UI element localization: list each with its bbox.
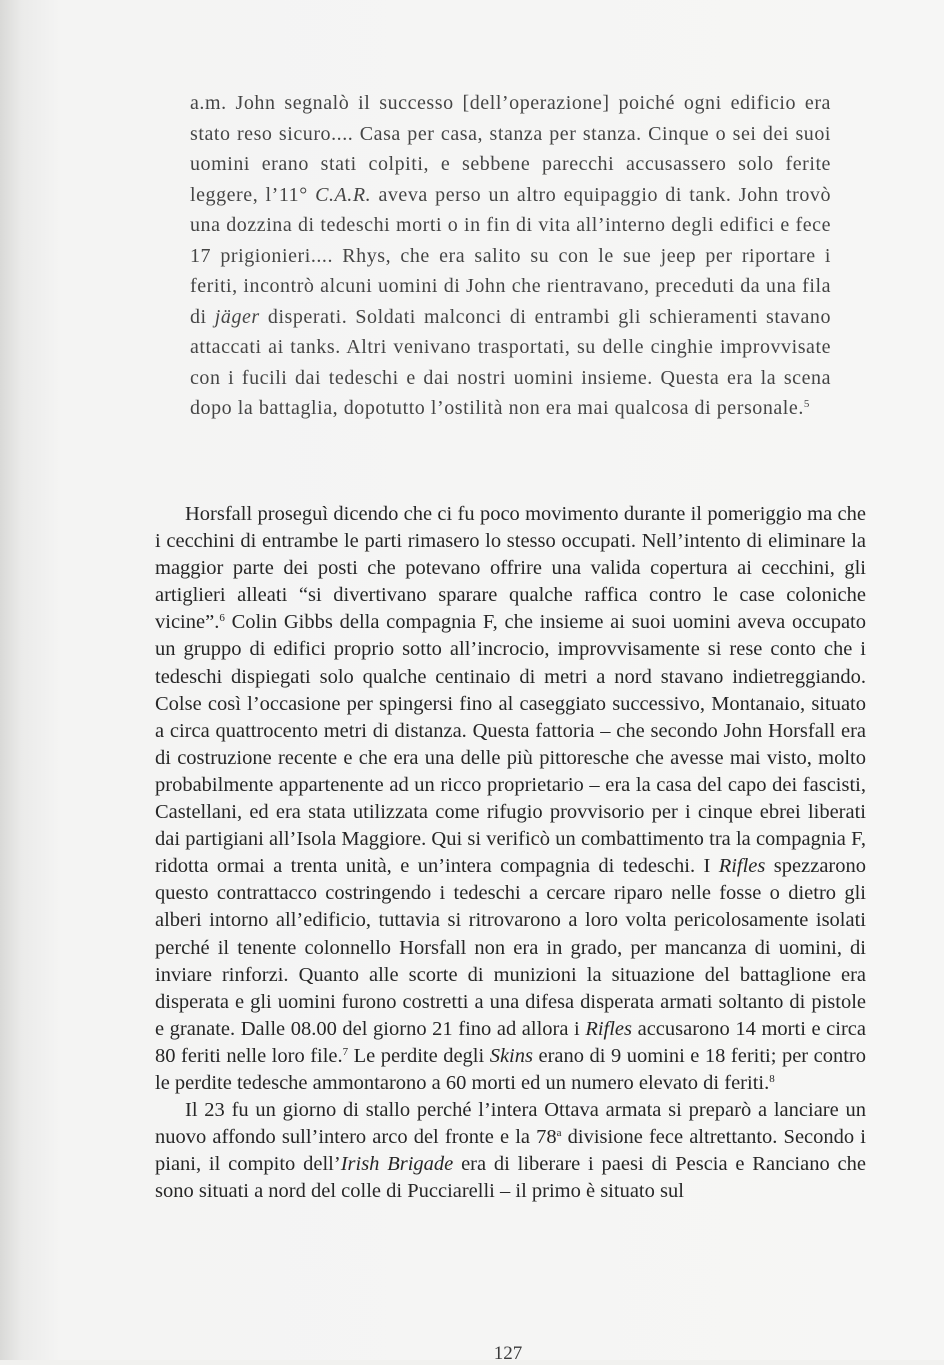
text-run: divisione fece altrettanto. Secondo i piani, il compito dell’ bbox=[155, 1126, 866, 1176]
quote-paragraph bbox=[190, 88, 831, 424]
text-run: era di liberare i paesi di Pescia e Ranciano che sono situati a nord del colle di Pucciarelli – il primo è situato sul bbox=[155, 1153, 866, 1203]
text-run: spezzarono questo contrattacco costringendo i tedeschi a cercare riparo nelle fosse o dietro gli alberi intorno all’edificio, tuttavia si ritrovarono a loro volta pericolosamente isolati perché il tenente colonnello Horsfall non era in grado, per mancanza di uomini, di inviare rinforzi. Quanto alle scorte di munizioni la situazione del battaglione era disperata e gli uomini furono costretti a una difesa disperata armati soltanto di pistole e granate. Dalle 08.00 del giorno 21 fino ad allora i bbox=[155, 855, 866, 1040]
text-run: aveva perso un altro equipaggio di tank. John trovò una dozzina di tedeschi morti o in fin di vita all’interno degli edifici e fece 17 prigionieri.... Rhys, che era salito su con le sue jeep per riportare i feriti, incontrò alcuni uomini di John che rientravano, preceduti da una fila di bbox=[190, 183, 831, 328]
text-run: Colin Gibbs della compagnia F, che insieme ai suoi uomini aveva occupato un gruppo di edifici proprio sotto all’incrocio, improvvisamente si rese conto che i tedeschi dispiegati solo qualche centinaio di metri a nord stavano indietreggiando. Colse così l’occasione per spingersi fino al caseggiato successivo, Montanaio, situato a circa quattrocento metri di distanza. Questa fattoria – che secondo John Horsfall era di costruzione recente e che era una delle più pittoresche che avesse mai visto, molto probabilmente appartenente ad un ricco proprietario – era la casa del capo dei fascisti, Castellani, ed era stata utilizzata come rifugio provvisorio per i cinque ebrei liberati dai partigiani all’Isola Maggiore. Qui si verificò un combattimento tra la compagnia F, ridotta ormai a trenta unità, e un’intera compagnia di tedeschi. I bbox=[155, 611, 866, 878]
text-run: Horsfall proseguì dicendo che ci fu poco movimento durante il pomeriggio ma che i cecchini di entrambe le parti rimasero lo stesso occupati. Nell’intento di eliminare la maggior parte dei posti che potevano offrire una valida copertura ai cecchini, gli artiglieri alleati “si divertivano sparare qualche raffica contro le case coloniche vicine”. bbox=[155, 503, 866, 634]
text-run: Le perdite degli bbox=[348, 1044, 490, 1067]
footnote-ref: a bbox=[556, 1127, 562, 1140]
italic-run: Irish Brigade bbox=[340, 1153, 454, 1176]
body-text bbox=[155, 501, 866, 1205]
text-run: erano di 9 uomini e 18 feriti; per contro le perdite tedesche ammontarono a 60 morti ed un numero elevato di feriti. bbox=[155, 1044, 866, 1094]
text-run: a.m. John segnalò il successo [dell’operazione] poiché ogni edificio era stato reso sicuro.... Casa per casa, stanza per stanza. Cinque o sei dei suoi uomini erano stati colpiti, e sebbene parecchi accusassero solo ferite leggere, l’11° bbox=[190, 92, 831, 206]
text-run: disperati. Soldati malconci di entrambi gli schieramenti stavano attaccati ai tanks. Altri venivano trasportati, su delle cinghie improvvisate con i fucili dai tedeschi e dai nostri uomini insieme. Questa era la scena dopo la battaglia, dopotutto l’ostilità non era mai qualcosa di personale. bbox=[190, 305, 831, 419]
block-quote bbox=[190, 88, 831, 424]
body-paragraph bbox=[155, 1097, 866, 1205]
footnote-ref: 5 bbox=[803, 398, 810, 410]
footnote-ref: 6 bbox=[219, 612, 225, 625]
text-run: accusarono 14 morti e circa 80 feriti nelle loro file. bbox=[155, 1017, 866, 1067]
italic-run: Skins bbox=[489, 1044, 533, 1067]
footnote-ref: 8 bbox=[769, 1072, 775, 1085]
italic-run: Rifles bbox=[718, 855, 766, 878]
page-number: 127 bbox=[493, 1343, 523, 1364]
body-paragraph bbox=[155, 501, 866, 1097]
footnote-ref: 7 bbox=[342, 1045, 349, 1058]
italic-run: jäger bbox=[214, 305, 260, 328]
italic-run: C.A.R. bbox=[315, 183, 372, 206]
text-run: Il 23 fu un giorno di stallo perché l’intera Ottava armata si preparò a lanciare un nuovo affondo sull’intero arco del fronte e la 78 bbox=[155, 1099, 866, 1149]
italic-run: Rifles bbox=[585, 1017, 633, 1040]
